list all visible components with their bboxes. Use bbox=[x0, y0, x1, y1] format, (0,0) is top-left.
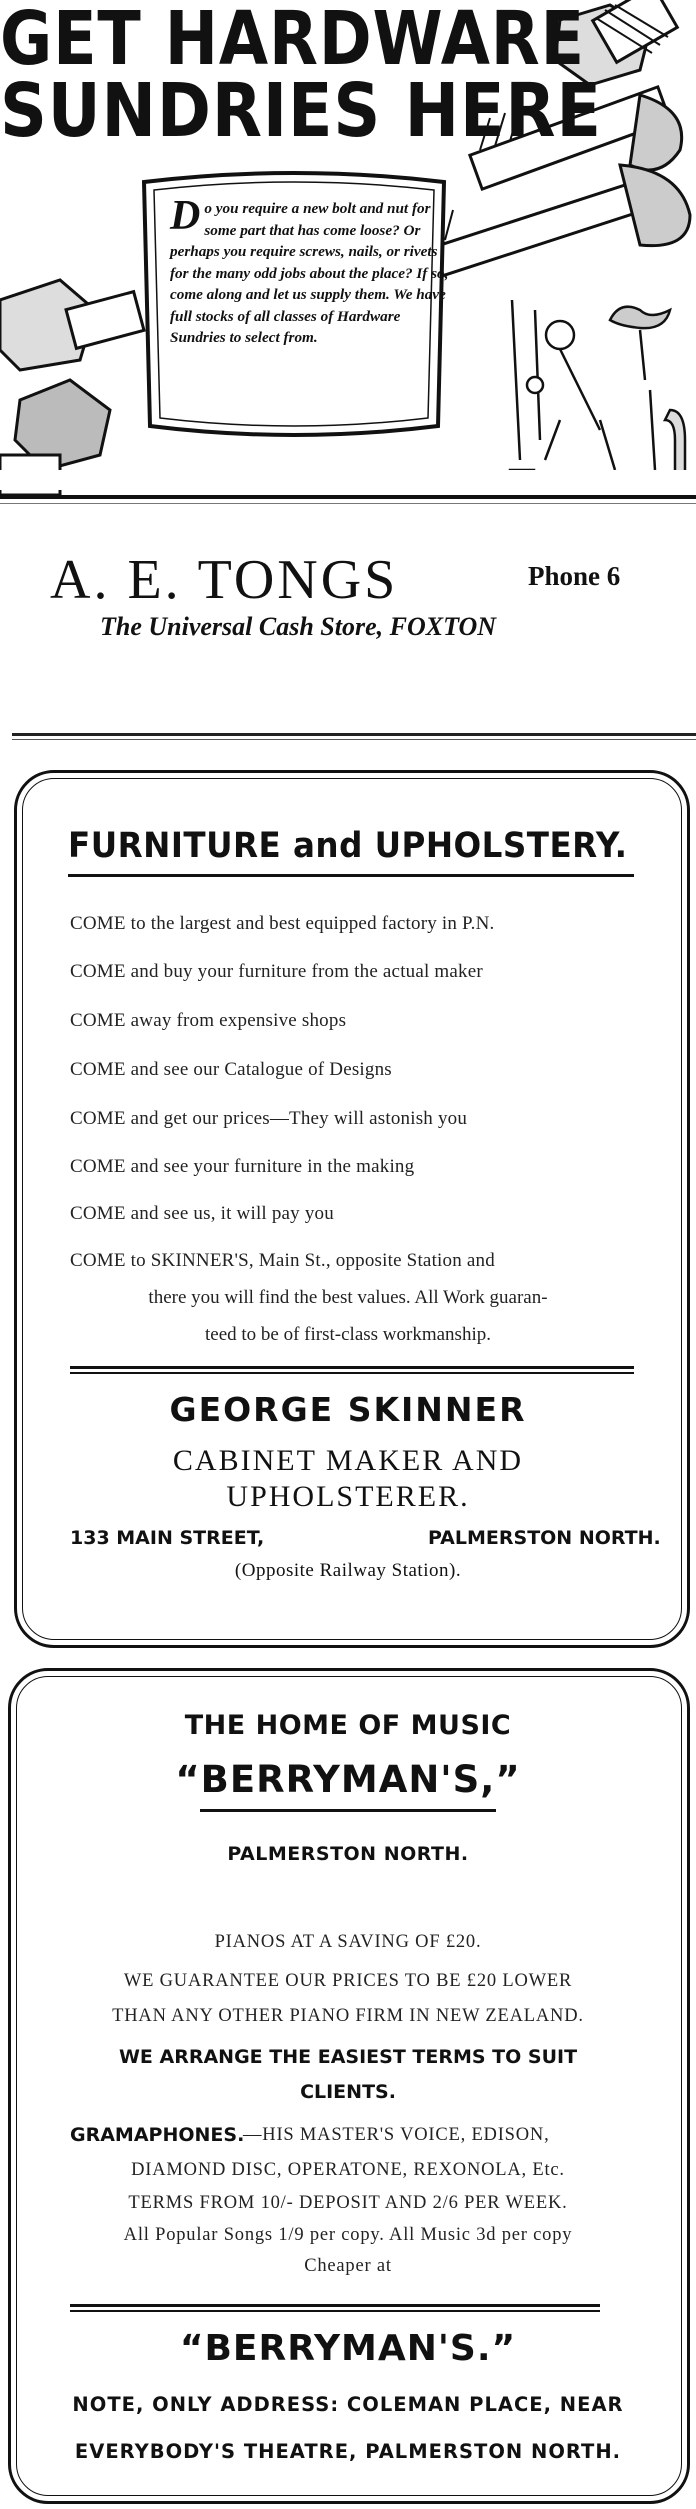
double-rule bbox=[70, 1366, 634, 1369]
drop-cap: D bbox=[170, 193, 201, 239]
guarantee-line: THAN ANY OTHER PIANO FIRM IN NEW ZEALAND. bbox=[112, 2006, 584, 2026]
double-rule-thin bbox=[70, 2310, 600, 2312]
double-rule-thin bbox=[70, 1372, 634, 1374]
trade-line: UPHOLSTERER. bbox=[226, 1480, 470, 1513]
gramophones-brands: —HIS MASTER'S VOICE, EDISON, bbox=[243, 2125, 550, 2145]
title-underline bbox=[68, 874, 634, 877]
gramophones-label: GRAMAPHONES. bbox=[70, 2124, 245, 2146]
column-rule bbox=[0, 495, 696, 499]
pianos-line: PIANOS AT A SAVING OF £20. bbox=[214, 1932, 482, 1952]
hardware-advertisement bbox=[0, 0, 696, 505]
guarantee-line: WE GUARANTEE OUR PRICES TO BE £20 LOWER bbox=[123, 1971, 573, 1991]
furniture-line: COME and see your furniture in the making bbox=[70, 1156, 415, 1177]
furniture-line: COME and see our Catalogue of Designs bbox=[70, 1059, 392, 1080]
headline-line-2: SUNDRIES HERE bbox=[0, 68, 602, 154]
double-rule bbox=[70, 2304, 600, 2307]
address-line: EVERYBODY'S THEATRE, PALMERSTON NORTH. bbox=[74, 2440, 622, 2463]
column-rule bbox=[12, 733, 696, 736]
title-underline bbox=[200, 1809, 496, 1812]
merchant-phone: Phone 6 bbox=[528, 561, 621, 591]
address-line: NOTE, ONLY ADDRESS: COLEMAN PLACE, NEAR bbox=[72, 2393, 624, 2416]
column-rule-thin bbox=[0, 503, 696, 504]
store-name: “BERRYMAN'S,” bbox=[175, 1758, 521, 1801]
furniture-line: COME and see us, it will pay you bbox=[70, 1203, 334, 1224]
column-rule-thin bbox=[12, 739, 696, 740]
proprietor-name: GEORGE SKINNER bbox=[169, 1390, 527, 1429]
furniture-line: there you will find the best values. All Work guaran- bbox=[148, 1287, 548, 1308]
songs-line: All Popular Songs 1/9 per copy. All Music 3d per copy bbox=[123, 2225, 573, 2245]
furniture-line: COME to the largest and best equipped factory in P.N. bbox=[70, 913, 495, 934]
furniture-line: COME and buy your furniture from the actual maker bbox=[70, 961, 483, 982]
furniture-title: FURNITURE and UPHOLSTERY. bbox=[68, 826, 628, 866]
city: PALMERSTON NORTH. bbox=[428, 1527, 661, 1549]
street-address: 133 MAIN STREET, bbox=[70, 1527, 265, 1549]
merchant-store: The Universal Cash Store, FOXTON bbox=[100, 612, 497, 641]
furniture-line: COME to SKINNER'S, Main St., opposite Station and bbox=[70, 1250, 495, 1271]
address-note: (Opposite Railway Station). bbox=[234, 1560, 462, 1581]
terms-line: WE ARRANGE THE EASIEST TERMS TO SUIT bbox=[118, 2046, 578, 2068]
store-name-footer: “BERRYMAN'S.” bbox=[179, 2328, 517, 2369]
headline-line-1: GET HARDWARE bbox=[0, 0, 586, 82]
songs-line: Cheaper at bbox=[304, 2256, 392, 2276]
terms-line: CLIENTS. bbox=[300, 2081, 396, 2103]
music-heading: THE HOME OF MUSIC bbox=[184, 1710, 512, 1741]
gramophones-terms: TERMS FROM 10/- DEPOSIT AND 2/6 PER WEEK. bbox=[128, 2193, 568, 2213]
store-city: PALMERSTON NORTH. bbox=[227, 1843, 469, 1865]
trade-line: CABINET MAKER AND bbox=[172, 1444, 524, 1477]
furniture-line: teed to be of first-class workmanship. bbox=[205, 1324, 491, 1345]
hardware-body-text bbox=[170, 193, 456, 349]
furniture-line: COME away from expensive shops bbox=[70, 1010, 347, 1031]
hardware-body-copy: o you require a new bolt and nut for some part that has come loose? Or perhaps you require screws, nails, or rivets for the many odd jobs about the place? If so, come along and let us supply them. We have full stocks of all classes of Hardware Sundries to select from. bbox=[170, 200, 449, 346]
furniture-line: COME and get our prices—They will astonish you bbox=[70, 1108, 468, 1129]
merchant-name: A. E. TONGS bbox=[50, 549, 399, 611]
gramophones-line: DIAMOND DISC, OPERATONE, REXONOLA, Etc. bbox=[131, 2160, 565, 2180]
